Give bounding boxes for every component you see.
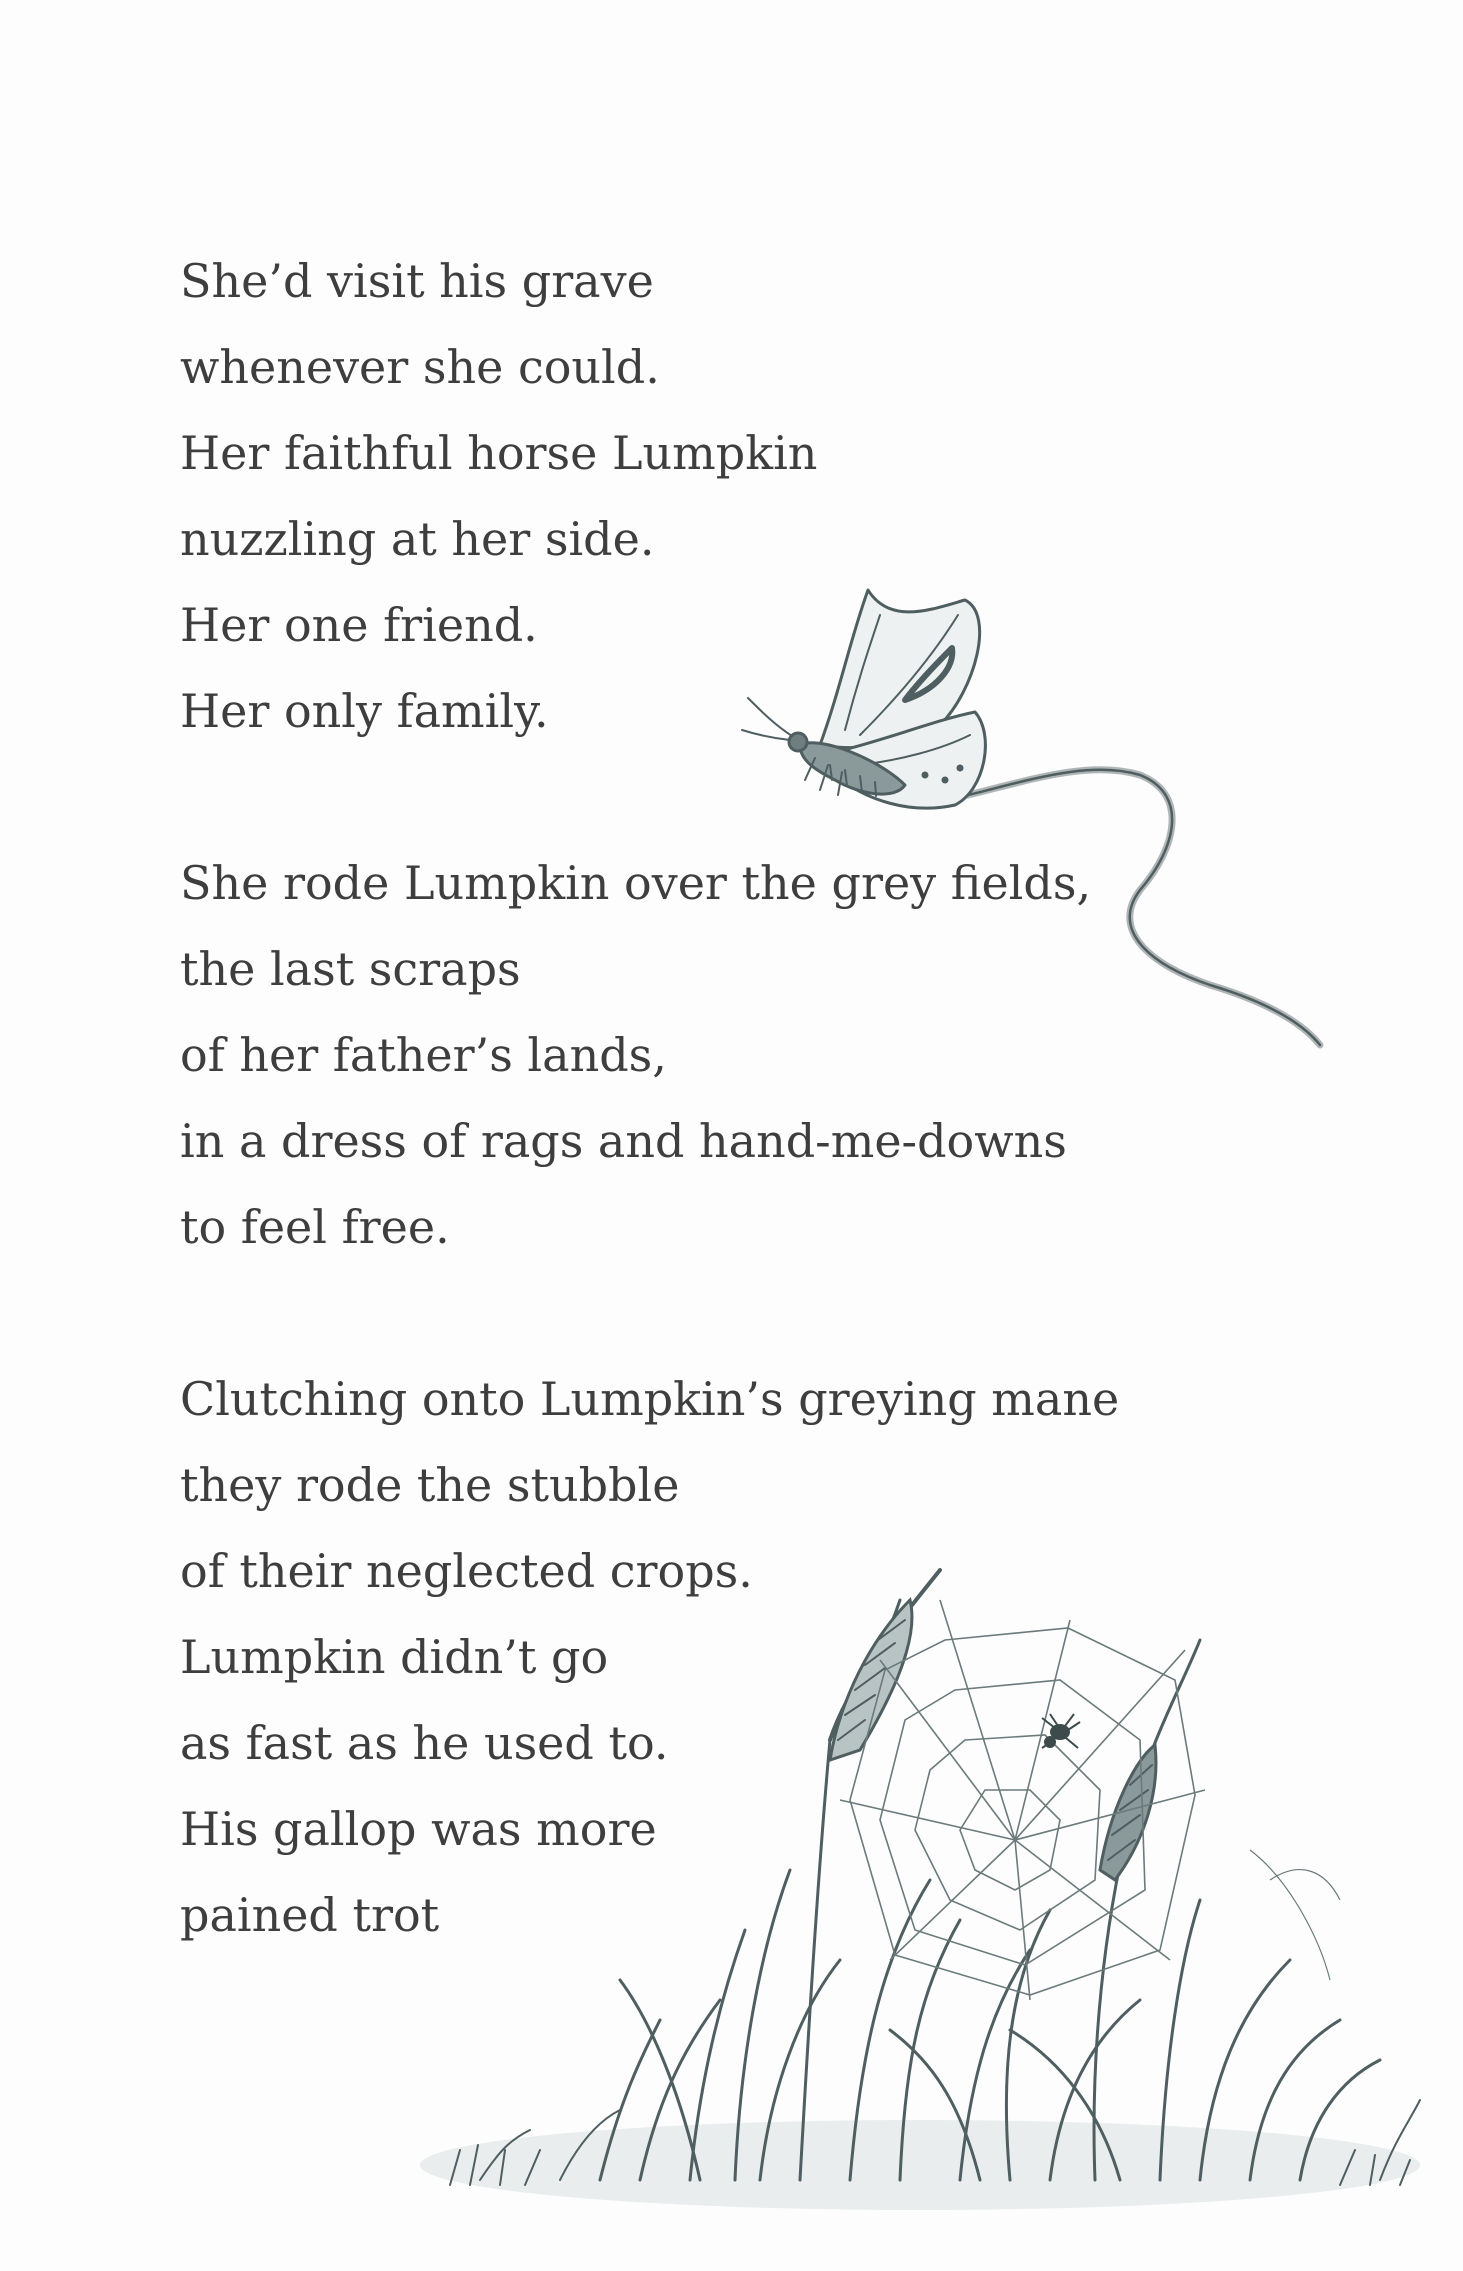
poem-line: His gallop was more	[180, 1802, 657, 1856]
poem-line: the last scraps	[180, 942, 521, 996]
spider-icon	[1042, 1714, 1080, 1748]
poem-line: Her faithful horse Lumpkin	[180, 426, 818, 480]
poem-line: of her father’s lands,	[180, 1028, 667, 1082]
poem-line: they rode the stubble	[180, 1458, 680, 1512]
poem-line: of their neglected crops.	[180, 1544, 753, 1598]
poem-line: nuzzling at her side.	[180, 512, 655, 566]
poem-line: in a dress of rags and hand-me-downs	[180, 1114, 1067, 1168]
poem-line: whenever she could.	[180, 340, 660, 394]
poem-line: as fast as he used to.	[180, 1716, 669, 1770]
poem-line: She rode Lumpkin over the grey fields,	[180, 856, 1092, 910]
poem-line: to feel free.	[180, 1200, 450, 1254]
poem-line: Her only family.	[180, 684, 549, 738]
poem-line: Clutching onto Lumpkin’s greying mane	[180, 1372, 1120, 1426]
poem-line: pained trot	[180, 1888, 440, 1942]
poem-line: Her one friend.	[180, 598, 538, 652]
poem-line: She’d visit his grave	[180, 254, 654, 308]
poem-line: Lumpkin didn’t go	[180, 1630, 609, 1684]
